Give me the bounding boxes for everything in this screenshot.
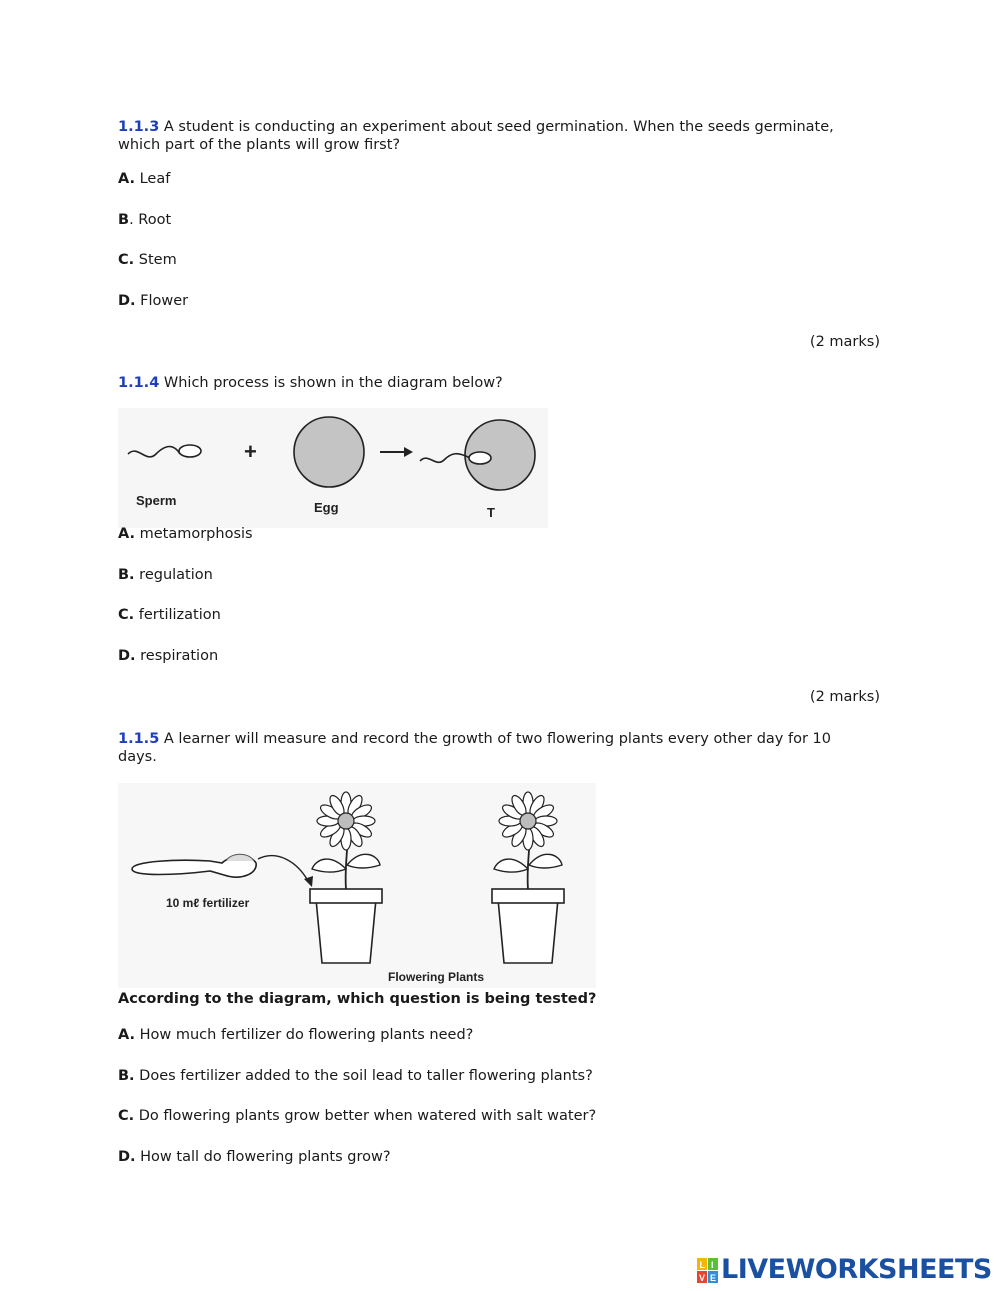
question-1-1-5-stem [118,730,888,766]
egg-label: Egg [314,500,339,515]
question-prompt: According to the diagram, which question is being tested? [118,991,597,1007]
question-number: 1.1.5 [118,731,160,747]
pot-rim [492,889,564,903]
result-label: T [487,505,495,520]
option-a[interactable]: A. metamorphosis [118,526,253,542]
liveworksheets-logo[interactable] [697,1256,995,1286]
svg-text:I: I [711,1260,714,1270]
option-a[interactable]: A. Leaf [118,171,171,187]
option-d[interactable]: D. Flower [118,293,189,309]
option-c[interactable]: C. Do flowering plants grow better when watered with salt water? [118,1108,597,1124]
question-1-1-3-stem [118,118,888,154]
svg-text:L: L [699,1260,705,1270]
marks-label: (2 marks) [809,334,880,350]
marks-label: (2 marks) [809,689,880,705]
pot [498,899,558,963]
live-badge-icon [697,1258,719,1284]
question-text: A learner will measure and record the growth of two flowering plants every other day for 10 [163,731,831,747]
fertilization-diagram [118,408,548,528]
question-text-cont: days. [118,749,157,765]
diagram-caption: Flowering Plants [388,970,485,984]
flowering-plants-diagram [118,783,596,988]
svg-text:E: E [710,1273,717,1283]
question-text: Which process is shown in the diagram below? [163,375,503,391]
plus-sign: + [244,439,257,464]
pot-rim [310,889,382,903]
question-text: A student is conducting an experiment about seed germination. When the seeds germinate, [163,119,834,135]
pot [316,899,376,963]
fertilizer-label: 10 mℓ fertilizer [166,896,250,910]
logo-text: LIVEWORKSHEETS [721,1254,992,1285]
sperm-label: Sperm [136,493,177,508]
sperm-head [179,445,201,457]
question-text-cont: which part of the plants will grow first? [118,137,401,153]
option-b[interactable]: B. regulation [118,567,213,583]
svg-text:V: V [699,1273,706,1283]
question-number: 1.1.3 [118,119,160,135]
fertilizing-sperm-head [469,452,491,464]
option-c[interactable]: C. fertilization [118,607,221,623]
option-c[interactable]: C. Stem [118,252,177,268]
option-d[interactable]: D. How tall do flowering plants grow? [118,1149,391,1165]
option-d[interactable]: D. respiration [118,648,219,664]
option-b[interactable]: B. Root [118,212,172,228]
egg-circle [294,417,364,487]
question-number: 1.1.4 [118,375,160,391]
option-b[interactable]: B. Does fertilizer added to the soil lead to taller flowering plants? [118,1068,593,1084]
question-1-1-4-stem [118,374,503,392]
option-a[interactable]: A. How much fertilizer do flowering plants need? [118,1027,474,1043]
